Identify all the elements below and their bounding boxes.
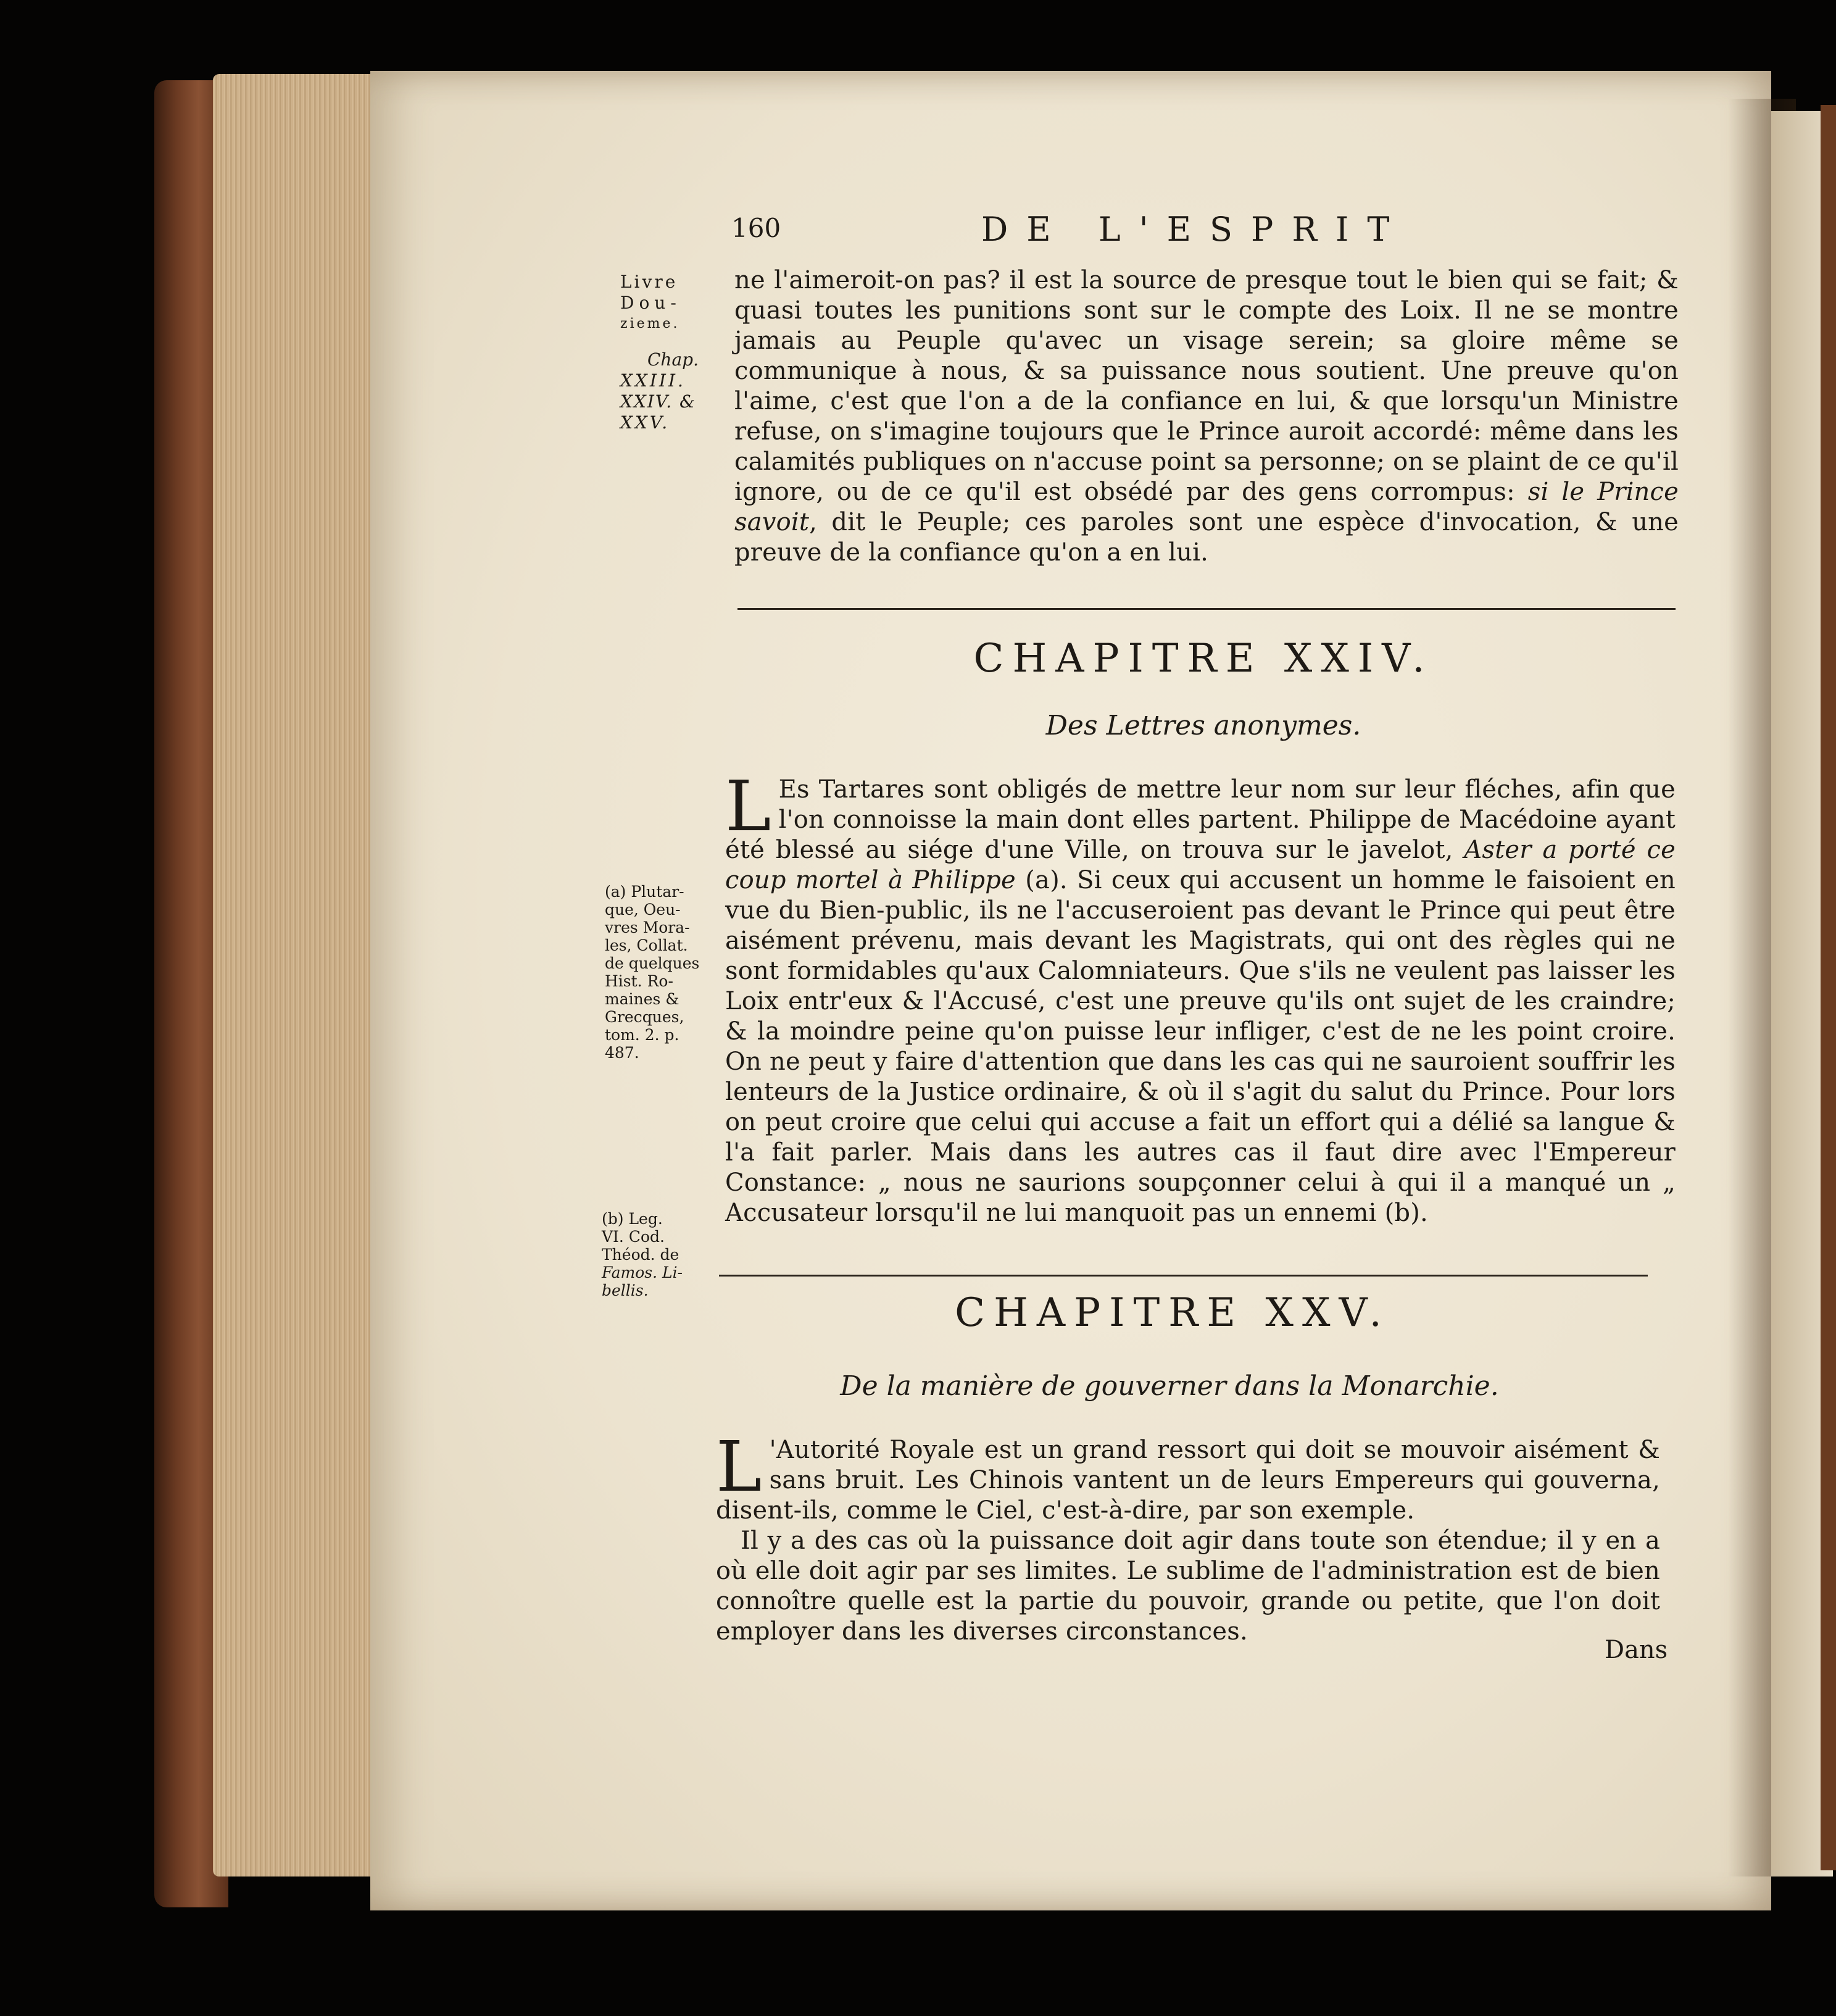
dropcap: L	[725, 767, 771, 847]
margin-note-b	[602, 1210, 700, 1299]
chapter-25-text-1: 'Autorité Royale est un grand ressort qui doit se mouvoir aisément & sans bruit. Les Chinois vantent un de leurs Empereurs qui gouverna, disent-ils, comme le Ciel, c'est-à-dire, par son exemple.	[716, 1436, 1660, 1525]
margin-line: zieme.	[620, 316, 680, 331]
margin-line: VI. Cod.	[602, 1228, 665, 1246]
margin-line: (b) Leg.	[602, 1210, 663, 1228]
catchword: Dans	[1605, 1636, 1668, 1664]
chapter-rule	[737, 608, 1676, 610]
margin-line: Livre	[620, 272, 678, 292]
margin-line: (a) Plutar-	[605, 883, 684, 901]
chapter-25-subtitle: De la manière de gouverner dans la Monarchie.	[840, 1370, 1499, 1402]
margin-line: de quelques	[605, 954, 700, 972]
dropcap: L	[716, 1427, 762, 1507]
running-head: DE L'ESPRIT	[981, 210, 1408, 249]
opening-text: ne l'aimeroit-on pas? il est la source de presque tout le bien qui se fait; & quasi toutes les punitions sont sur le compte des Loix. Il ne se montre jamais au Peuple qu'avec un visage serein; sa gloire même se communique à nous, & sa puissance nous soutient. Une preuve qu'on l'aime, c'est que l'on a de la confiance en lui, & que lorsqu'un Ministre refuse, on s'imagine toujours que le Prince auroit accordé: même dans les calamités publiques on n'accuse point sa personne; on se plaint de ce qu'il ignore, ou de ce qu'il est obsédé par des gens corrompus:	[734, 266, 1679, 506]
margin-line: tom. 2. p.	[605, 1026, 679, 1044]
chapter-25-text-2: Il y a des cas où la puissance doit agir dans toute son étendue; il y en a où elle doit agir par ses limites. Le sublime de l'administration est de bien connoître quelle est la partie du pouvoir, grande ou petite, que l'on doit employer dans les diverses circonstances.	[716, 1527, 1660, 1646]
chapter-24-body	[725, 767, 1676, 1228]
margin-line: Hist. Ro-	[605, 972, 673, 990]
chapter-25-body	[716, 1427, 1660, 1647]
margin-note-a	[605, 883, 704, 1062]
chapter-rule	[719, 1275, 1648, 1277]
opening-paragraph	[734, 265, 1679, 568]
margin-note-section	[620, 272, 707, 433]
italic-quote: Aster a porté ce coup mortel à Philippe	[725, 836, 1676, 894]
margin-line: maines &	[605, 990, 679, 1008]
margin-line: Dou-	[620, 293, 681, 313]
page-number: 160	[731, 213, 781, 243]
opening-italic: si le Prince savoit	[734, 478, 1679, 536]
chapter-24-subtitle: Des Lettres anonymes.	[1045, 710, 1361, 741]
chapter-24-text-2: (a). Si ceux qui accusent un homme le faisoient en vue du Bien-public, ils ne l'accuseroient pas devant le Prince qui peut être aisément prévenu, mais devant les Magistrats, qui ont des règles qui ne sont formidables qu'aux Calomniateurs. Que s'ils ne veulent pas laisser les Loix entr'eux & l'Accusé, c'est une preuve qu'ils ont sujet de les craindre; & la moindre peine qu'on puisse leur infliger, c'est de ne les point croire. On ne peut y faire d'attention que dans les cas qui ne sauroient souffrir les lenteurs de la Justice ordinaire, & où il s'agit du salut du Prince. Pour lors on peut croire que celui qui accuse a fait un effort qui a délié sa langue & l'a fait parler. Mais dans les autres cas il faut dire avec l'Empereur Constance: „ nous ne saurions soupçonner celui à qui il a manqué un „ Accusateur lorsqu'il ne lui manquoit pas un ennemi (b).	[725, 866, 1676, 1227]
margin-line: Grecques,	[605, 1008, 684, 1026]
chapter-24-title: CHAPITRE XXIV.	[973, 636, 1434, 681]
margin-line: que, Oeu-	[605, 901, 681, 918]
margin-line: XXIV. &	[620, 391, 696, 412]
margin-line: 487.	[605, 1044, 639, 1062]
book-cover-right	[1821, 105, 1836, 1870]
chapter-24-text-1: Es Tartares sont obligés de mettre leur nom sur leur fléches, afin que l'on connoisse la main dont elles partent. Philippe de Macédoine ayant été blessé au siége d'une Ville, on trouva sur le javelot,	[725, 775, 1676, 864]
margin-line: XXV.	[620, 412, 670, 433]
chapter-25-title: CHAPITRE XXV.	[955, 1290, 1390, 1336]
margin-line: bellis.	[602, 1281, 649, 1299]
margin-line: Famos. Li-	[602, 1264, 683, 1281]
margin-line: vres Mora-	[605, 918, 690, 936]
margin-line: Chap.	[647, 349, 699, 370]
opening-tail: , dit le Peuple; ces paroles sont une espèce d'invocation, & une preuve de la confiance qu'on a en lui.	[734, 508, 1679, 567]
margin-line: Théod. de	[602, 1246, 679, 1264]
margin-line: XXIII.	[620, 370, 686, 391]
margin-line: les, Collat.	[605, 936, 688, 954]
